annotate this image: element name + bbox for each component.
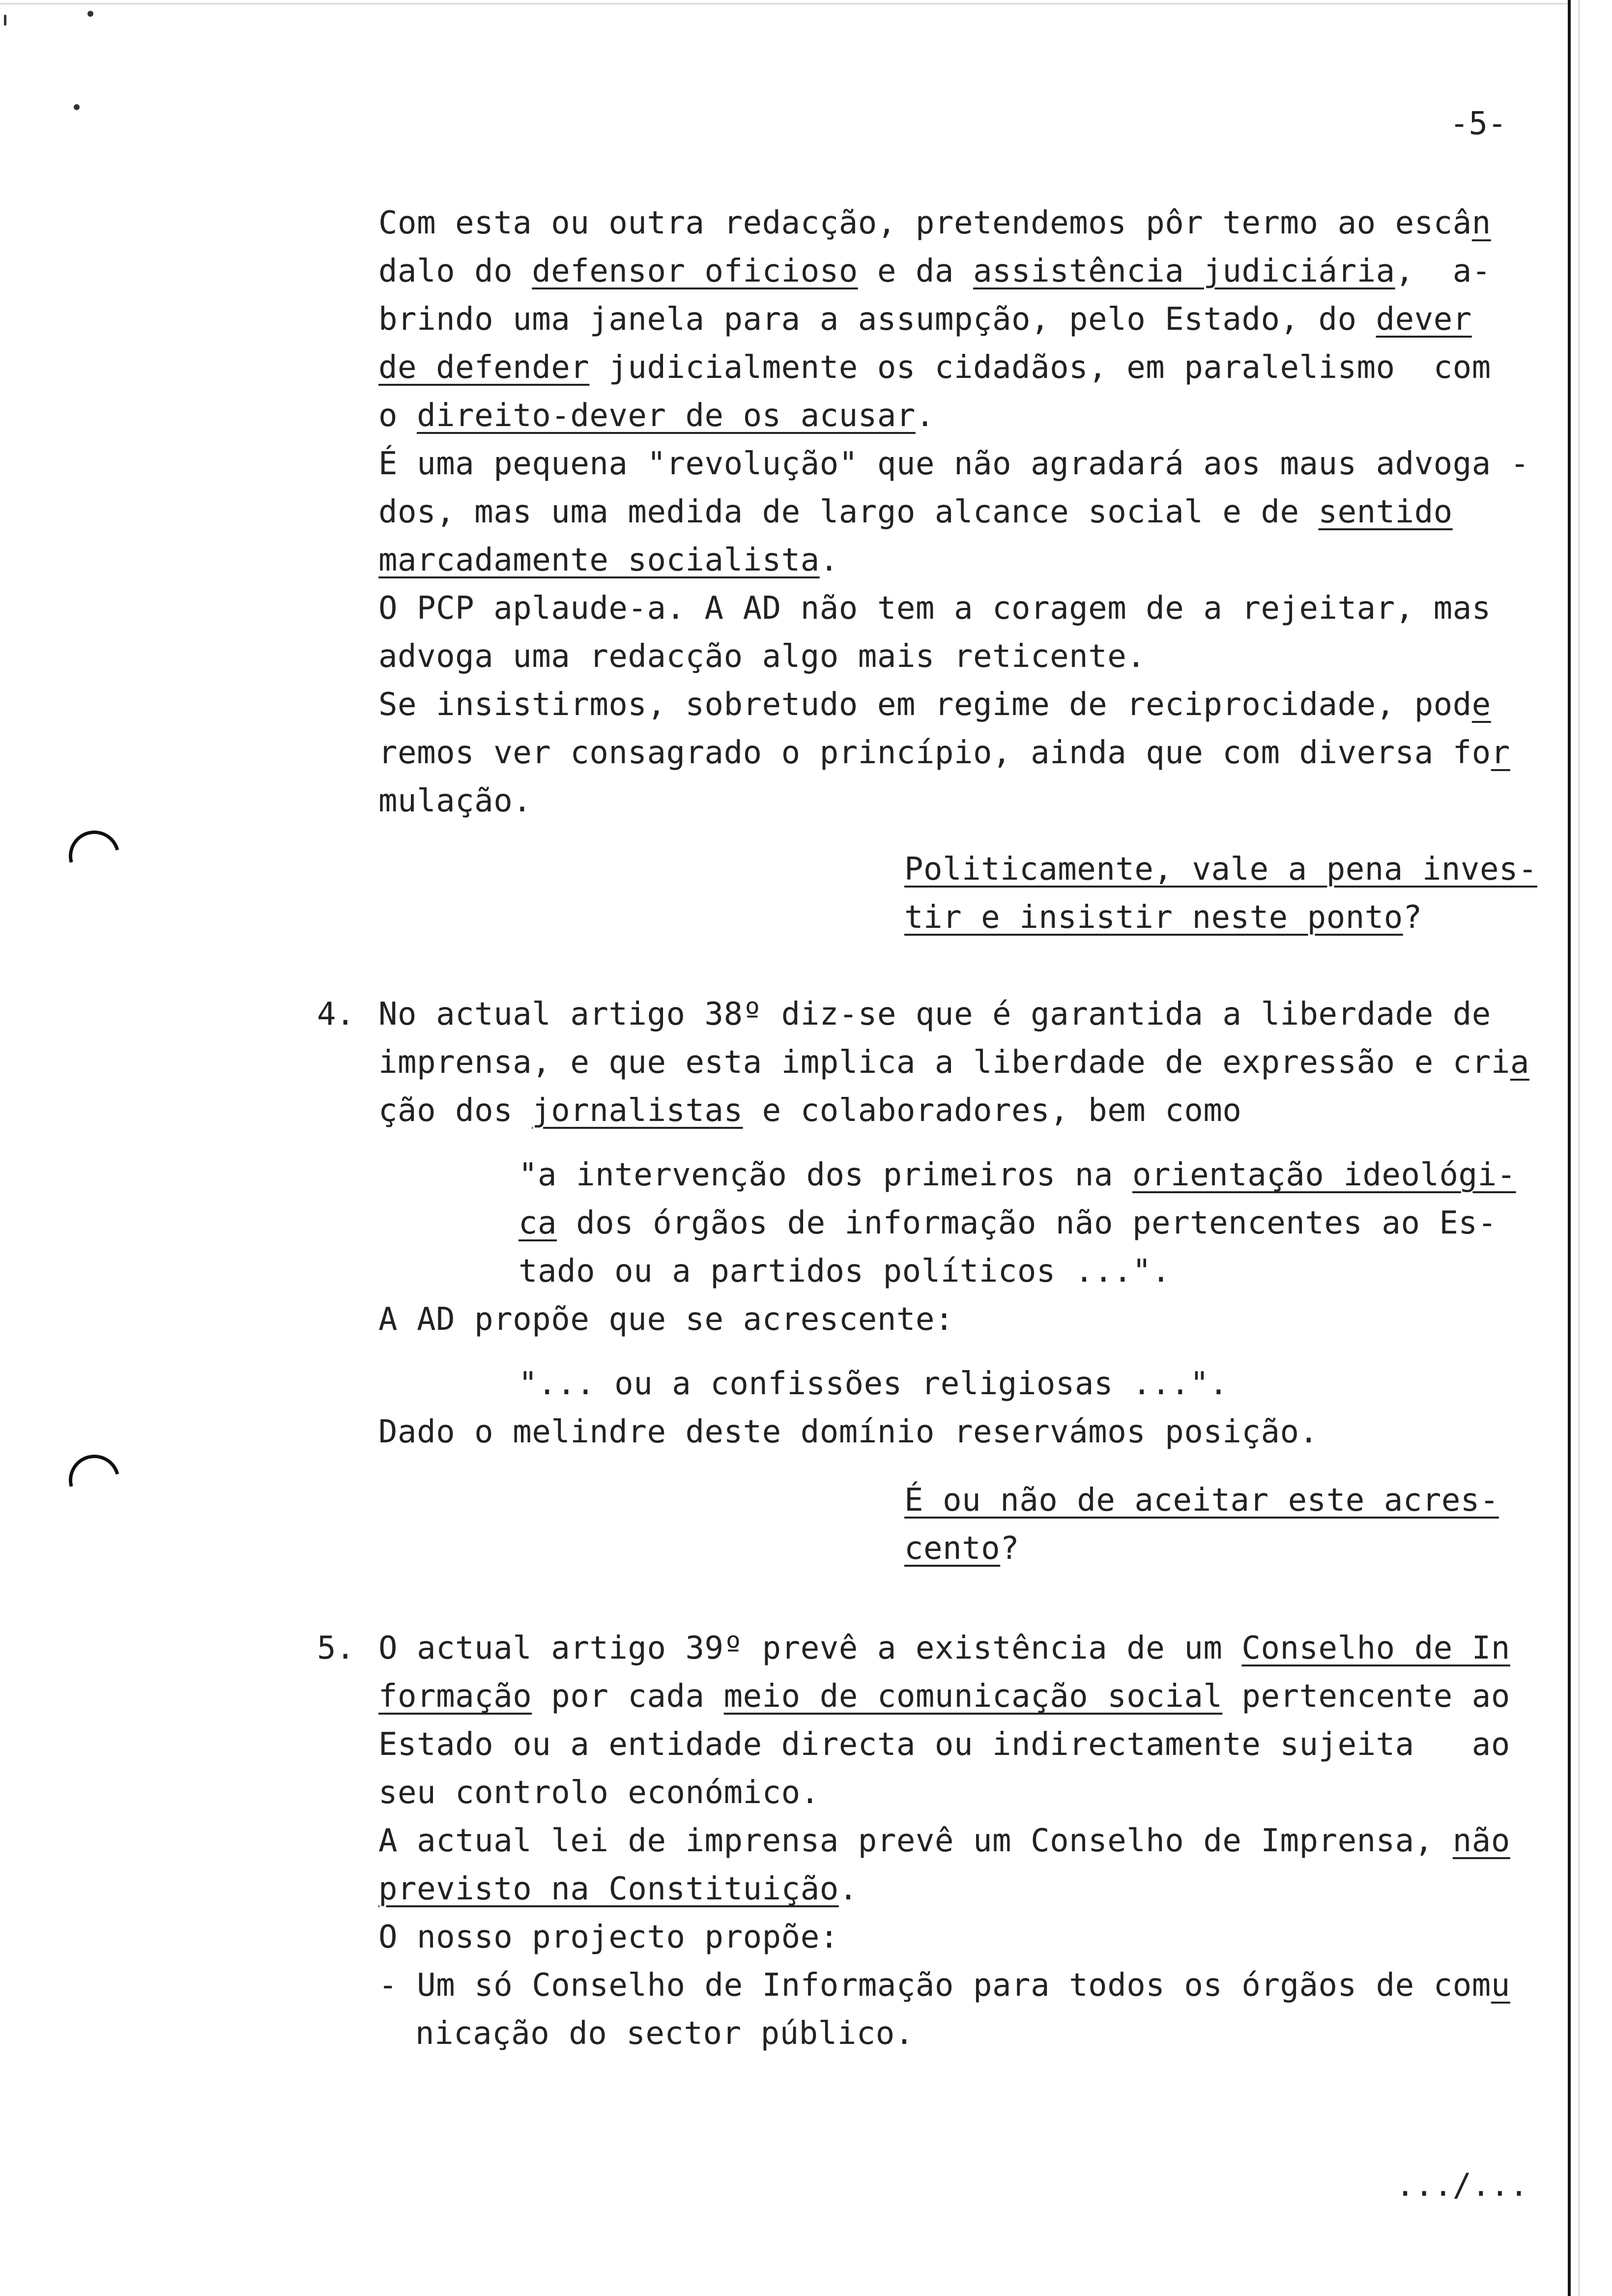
text-line bbox=[378, 1087, 1241, 1135]
text-line bbox=[518, 1199, 1497, 1247]
text-segment: É uma pequena "revolução" que não agradará aos maus advoga - bbox=[378, 446, 1529, 482]
underlined-text: cento bbox=[904, 1530, 1001, 1567]
text-line bbox=[378, 777, 532, 825]
underlined-text: tir e insistir neste ponto bbox=[904, 899, 1403, 936]
continuation-mark: .../... bbox=[1396, 2167, 1528, 2204]
underlined-text: dever bbox=[1376, 301, 1472, 338]
underlined-text: u bbox=[1491, 1967, 1510, 2004]
underlined-text: assistência judiciária bbox=[973, 253, 1395, 289]
text-line bbox=[378, 990, 1491, 1038]
text-line bbox=[378, 1408, 1319, 1456]
text-line bbox=[518, 1247, 1171, 1295]
text-segment: A actual lei de imprensa prevê um Conselho de Imprensa, bbox=[378, 1823, 1453, 1859]
text-segment: A AD propõe que se acrescente: bbox=[378, 1301, 954, 1338]
text-line bbox=[378, 1817, 1510, 1865]
underlined-text: meio de comunicação social bbox=[723, 1678, 1223, 1715]
underlined-text: sentido bbox=[1318, 494, 1453, 530]
underlined-text: direito-dever de os acusar bbox=[417, 398, 916, 434]
underlined-text: jornalistas bbox=[532, 1092, 743, 1129]
text-segment: , a- bbox=[1395, 253, 1491, 289]
text-segment: seu controlo económico. bbox=[378, 1775, 820, 1811]
text-segment: judicialmente os cidadãos, em paralelismo com bbox=[589, 349, 1491, 386]
text-segment: . bbox=[915, 398, 935, 434]
text-segment: Dado o melindre deste domínio reservámos posição. bbox=[378, 1414, 1319, 1450]
text-line bbox=[378, 247, 1491, 295]
underlined-text: r bbox=[1491, 735, 1510, 771]
text-line bbox=[904, 845, 1537, 893]
text-segment: dos órgãos de informação não pertencentes ao Es- bbox=[557, 1205, 1497, 1241]
text-line bbox=[378, 199, 1491, 247]
text-segment: Estado ou a entidade directa ou indirectamente sujeita ao bbox=[378, 1726, 1510, 1763]
text-line bbox=[378, 392, 935, 440]
punch-hole-icon bbox=[59, 1445, 129, 1515]
text-line bbox=[904, 893, 1422, 942]
page-right-edge bbox=[1568, 0, 1571, 2296]
text-segment: tado ou a partidos políticos ...". bbox=[518, 1253, 1171, 1290]
text-line bbox=[378, 584, 1491, 632]
text-segment: e colaboradores, bem como bbox=[743, 1092, 1242, 1129]
underlined-text: Conselho de In bbox=[1241, 1630, 1510, 1666]
text-segment: . bbox=[819, 542, 839, 578]
text-segment: O PCP aplaude-a. A AD não tem a coragem de a rejeitar, mas bbox=[378, 590, 1491, 627]
text-segment: Com esta ou outra redacção, pretendemos pôr termo ao escâ bbox=[378, 205, 1472, 241]
underlined-text: e bbox=[1471, 687, 1491, 723]
text-line bbox=[378, 295, 1472, 344]
text-line bbox=[415, 2009, 914, 2058]
text-segment: mulação. bbox=[378, 783, 532, 819]
scan-speck bbox=[4, 15, 6, 26]
underlined-text: Politicamente, vale a pena inves- bbox=[904, 851, 1538, 888]
scan-speck bbox=[87, 11, 93, 17]
text-line bbox=[378, 1865, 858, 1913]
text-segment: pertencente ao bbox=[1222, 1678, 1510, 1715]
underlined-text: orientação ideológi- bbox=[1132, 1157, 1516, 1193]
text-segment: O actual artigo 39º prevê a existência de um bbox=[378, 1630, 1242, 1666]
underlined-text: ca bbox=[518, 1205, 557, 1241]
text-segment: o bbox=[378, 398, 417, 434]
text-segment: e da bbox=[858, 253, 973, 289]
text-segment: "... ou a confissões religiosas ...". bbox=[518, 1366, 1229, 1402]
text-segment: dos, mas uma medida de largo alcance social e de bbox=[378, 494, 1319, 530]
text-line bbox=[378, 488, 1453, 536]
underlined-text: formação bbox=[378, 1678, 532, 1715]
text-segment: Se insistirmos, sobretudo em regime de reciprocidade, pod bbox=[378, 687, 1472, 723]
text-line bbox=[378, 1295, 954, 1344]
page-right-shadow bbox=[1579, 0, 1580, 2296]
text-line bbox=[378, 344, 1491, 392]
text-segment: dalo do bbox=[378, 253, 532, 289]
text-line bbox=[378, 681, 1491, 729]
text-segment: No actual artigo 38º diz-se que é garantida a liberdade de bbox=[378, 996, 1491, 1033]
text-segment: advoga uma redacção algo mais reticente. bbox=[378, 638, 1146, 675]
underlined-text: a bbox=[1510, 1044, 1529, 1081]
text-segment: por cada bbox=[532, 1678, 724, 1715]
text-segment: ? bbox=[1403, 899, 1422, 936]
text-segment: O nosso projecto propõe: bbox=[378, 1919, 839, 1955]
text-line bbox=[378, 1913, 839, 1961]
text-line bbox=[378, 1038, 1529, 1087]
underlined-text: defensor oficioso bbox=[532, 253, 858, 289]
text-line bbox=[378, 440, 1529, 488]
text-line bbox=[378, 1624, 1510, 1672]
text-segment: . bbox=[838, 1871, 858, 1907]
text-line bbox=[518, 1360, 1228, 1408]
punch-hole-icon bbox=[59, 821, 129, 891]
text-segment: remos ver consagrado o princípio, ainda que com diversa fo bbox=[378, 735, 1491, 771]
underlined-text: de defender bbox=[378, 349, 590, 386]
underlined-text: n bbox=[1471, 205, 1491, 241]
underlined-text: previsto na Constituição bbox=[378, 1871, 839, 1907]
page-number: -5- bbox=[1450, 106, 1507, 142]
text-line bbox=[378, 536, 839, 584]
text-segment: ção dos bbox=[378, 1092, 532, 1129]
scan-speck bbox=[74, 104, 80, 110]
underlined-text: É ou não de aceitar este acres- bbox=[904, 1482, 1499, 1519]
underlined-text: não bbox=[1452, 1823, 1510, 1859]
text-line bbox=[904, 1524, 1019, 1573]
text-segment: ? bbox=[1000, 1530, 1020, 1567]
text-segment: imprensa, e que esta implica a liberdade de expressão e cri bbox=[378, 1044, 1510, 1081]
text-line bbox=[378, 1721, 1510, 1769]
underlined-text: marcadamente socialista bbox=[378, 542, 820, 578]
text-line bbox=[378, 729, 1510, 777]
text-line bbox=[904, 1476, 1499, 1524]
text-segment: brindo uma janela para a assumpção, pelo Estado, do bbox=[378, 301, 1376, 338]
text-segment: - Um só Conselho de Informação para todos os órgãos de com bbox=[378, 1967, 1491, 2004]
text-line bbox=[378, 1672, 1510, 1721]
list-item-number: 5. bbox=[317, 1630, 355, 1666]
page-top-edge bbox=[0, 3, 1568, 4]
text-line bbox=[378, 1769, 820, 1817]
list-item-number: 4. bbox=[317, 996, 355, 1033]
text-segment: "a intervenção dos primeiros na bbox=[518, 1157, 1132, 1193]
text-line bbox=[518, 1151, 1516, 1199]
text-line bbox=[378, 1961, 1510, 2009]
text-line bbox=[378, 632, 1146, 681]
text-segment: nicação do sector público. bbox=[415, 2015, 914, 2052]
